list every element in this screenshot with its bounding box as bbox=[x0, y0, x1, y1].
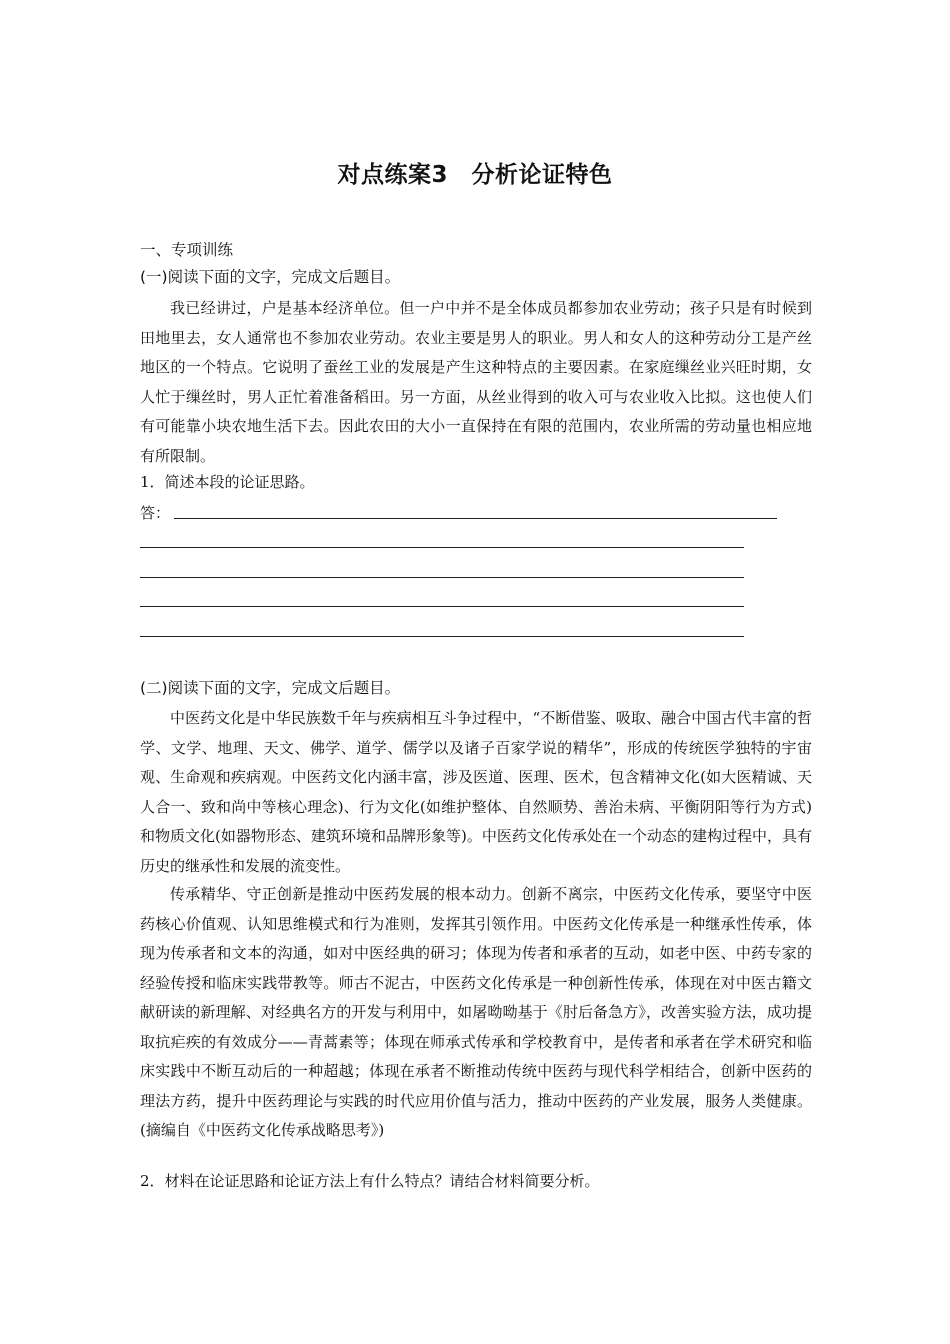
reading-instruction-1: (一)阅读下面的文字，完成文后题目。 bbox=[140, 268, 401, 286]
answer-line[interactable] bbox=[174, 518, 777, 519]
answer-label: 答： bbox=[140, 504, 171, 522]
answer-line[interactable] bbox=[140, 606, 744, 607]
question-2: 2．材料在论证思路和论证方法上有什么特点？请结合材料简要分析。 bbox=[140, 1172, 600, 1190]
passage-1-paragraph: 我已经讲过，户是基本经济单位。但一户中并不是全体成员都参加农业劳动；孩子只是有时候到田地里去，女人通常也不参加农业劳动。农业主要是男人的职业。男人和女人的这种劳动分工是产丝地区的一个特点。它说明了蚕丝工业的发展是产生这种特点的主要因素。在家庭缫丝业兴旺时期，女人忙于缫丝时，男人正忙着准备稻田。另一方面，从丝业得到的收入可与农业收入比拟。这也使人们有可能靠小块农地生活下去。因此农田的大小一直保持在有限的范围内，农业所需的劳动量也相应地有所限制。 bbox=[140, 299, 812, 465]
question-1: 1．简述本段的论证思路。 bbox=[140, 473, 315, 491]
page-title: 对点练案3 分析论证特色 bbox=[337, 162, 613, 188]
answer-line[interactable] bbox=[140, 577, 744, 578]
answer-line[interactable] bbox=[140, 636, 744, 637]
section-heading: 一、专项训练 bbox=[140, 241, 234, 259]
passage-2-paragraph-2: 传承精华、守正创新是推动中医药发展的根本动力。创新不离宗，中医药文化传承，要坚守中医药核心价值观、认知思维模式和行为准则，发挥其引领作用。中医药文化传承是一种继承性传承，体现为传承者和文本的沟通，如对中医经典的研习；体现为传者和承者的互动，如老中医、中药专家的经验传授和临床实践带教等。师古不泥古，中医药文化传承是一种创新性传承，体现在对中医古籍文献研读的新理解、对经典名方的开发与利用中，如屠呦呦基于《肘后备急方》，改善实验方法，成功提取抗疟疾的有效成分——青蒿素等；体现在师承式传承和学校教育中，是传者和承者在学术研究和临床实践中不断互动后的一种超越；体现在承者不断推动传统中医药与现代科学相结合，创新中医药的理法方药，提升中医药理论与实践的时代应用价值与活力，推动中医药的产业发展，服务人类健康。(摘编自《中医药文化传承战略思考》) bbox=[140, 885, 812, 1139]
reading-instruction-2: (二)阅读下面的文字，完成文后题目。 bbox=[140, 679, 401, 697]
passage-2-paragraph-1: 中医药文化是中华民族数千年与疾病相互斗争过程中，“不断借鉴、吸取、融合中国古代丰富的哲学、文学、地理、天文、佛学、道学、儒学以及诸子百家学说的精华”，形成的传统医学独特的宇宙观、生命观和疾病观。中医药文化内涵丰富，涉及医道、医理、医术，包含精神文化(如大医精诚、天人合一、致和尚中等核心理念)、行为文化(如维护整体、自然顺势、善治未病、平衡阴阳等行为方式)和物质文化(如器物形态、建筑环境和品牌形象等)。中医药文化传承处在一个动态的建构过程中，具有历史的继承性和发展的流变性。 bbox=[140, 709, 812, 875]
answer-line[interactable] bbox=[140, 547, 744, 548]
